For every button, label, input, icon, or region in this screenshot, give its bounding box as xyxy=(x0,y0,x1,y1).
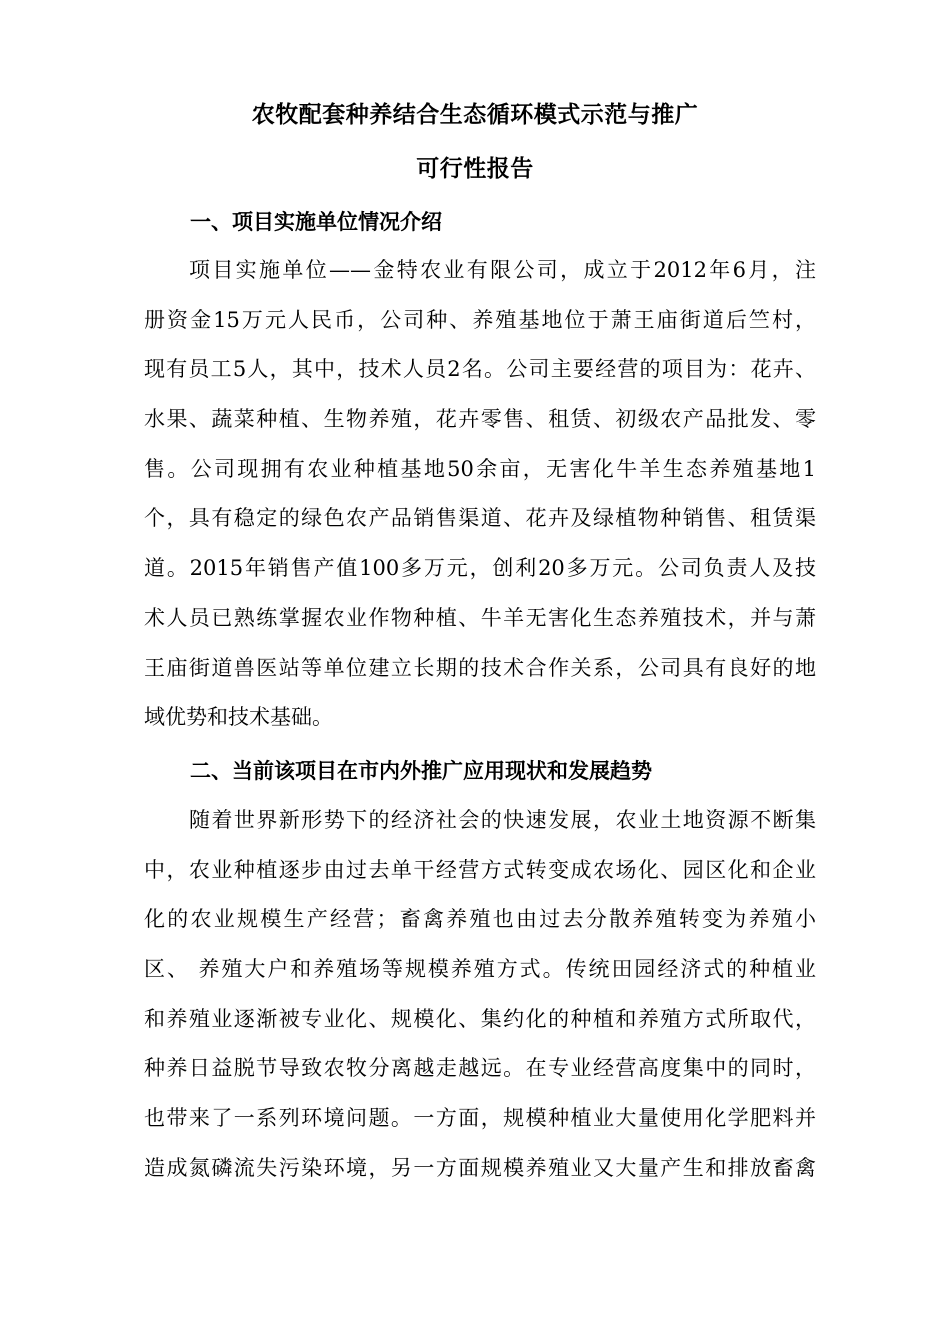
document-subtitle: 可行性报告 xyxy=(416,155,534,182)
paragraph-line: 术人员已熟练掌握农业作物种植、牛羊无害化生态养殖技术，并与萧 xyxy=(144,605,816,630)
paragraph-line: 王庙街道兽医站等单位建立长期的技术合作关系，公司具有良好的地 xyxy=(144,655,816,680)
paragraph-line: 种养日益脱节导致农牧分离越走越远。在专业经营高度集中的同时， xyxy=(144,1056,816,1081)
section-2-paragraph xyxy=(144,796,816,1194)
paragraph-line: 售。公司现拥有农业种植基地50余亩，无害化牛羊生态养殖基地1 xyxy=(144,456,816,481)
document-title: 农牧配套种养结合生态循环模式示范与推广 xyxy=(251,101,699,128)
paragraph-line: 册资金15万元人民币，公司种、养殖基地位于萧王庙街道后竺村， xyxy=(144,307,816,332)
paragraph-line: 水果、蔬菜种植、生物养殖，花卉零售、租赁、初级农产品批发、零 xyxy=(144,407,816,432)
section-1-paragraph xyxy=(144,246,816,743)
paragraph-line: 中，农业种植逐步由过去单干经营方式转变成农场化、园区化和企业 xyxy=(144,857,816,882)
paragraph-line: 道。2015年销售产值100多万元，创利20多万元。公司负责人及技 xyxy=(144,556,816,581)
paragraph-line: 现有员工5人，其中，技术人员2名。公司主要经营的项目为：花卉、 xyxy=(144,357,816,382)
paragraph-line: 项目实施单位——金特农业有限公司，成立于2012年6月，注 xyxy=(189,258,816,282)
section-heading-1: 一、项目实施单位情况介绍 xyxy=(190,209,442,234)
paragraph-line: 也带来了一系列环境问题。一方面，规模种植业大量使用化学肥料并 xyxy=(144,1106,816,1131)
paragraph-line: 区、 养殖大户和养殖场等规模养殖方式。传统田园经济式的种植业 xyxy=(144,957,816,982)
section-heading-2: 二、当前该项目在市内外推广应用现状和发展趋势 xyxy=(190,758,652,783)
paragraph-line: 造成氮磷流失污染环境，另一方面规模养殖业又大量产生和排放畜禽 xyxy=(144,1155,816,1180)
paragraph-line: 和养殖业逐渐被专业化、规模化、集约化的种植和养殖方式所取代， xyxy=(144,1006,816,1031)
paragraph-line: 随着世界新形势下的经济社会的快速发展，农业土地资源不断集 xyxy=(189,808,816,832)
paragraph-line: 个，具有稳定的绿色农产品销售渠道、花卉及绿植物种销售、租赁渠 xyxy=(144,506,816,531)
paragraph-line: 化的农业规模生产经营；畜禽养殖也由过去分散养殖转变为养殖小 xyxy=(144,907,816,932)
paragraph-line: 域优势和技术基础。 xyxy=(144,705,333,730)
